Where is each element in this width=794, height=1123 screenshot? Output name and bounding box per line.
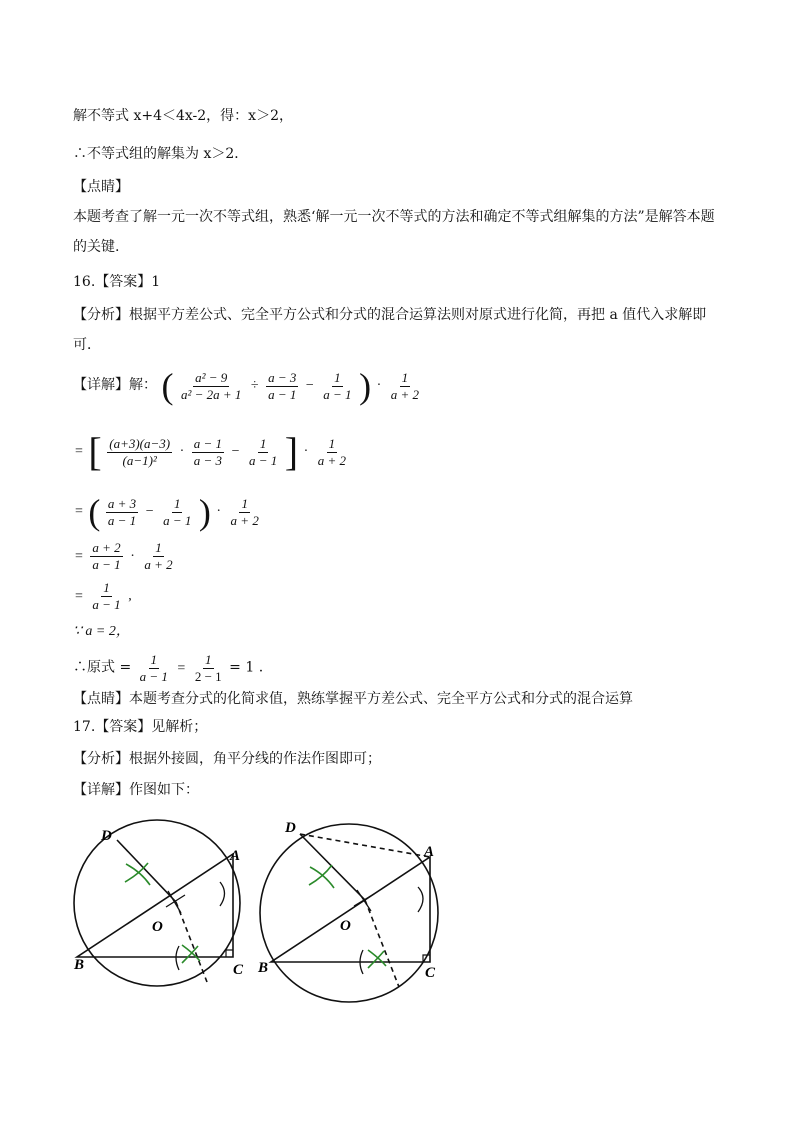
- circumcircle-left: [74, 820, 240, 986]
- frac2-den: a − 1: [268, 386, 297, 402]
- label-c-right: C: [425, 965, 436, 981]
- q16-analysis: 【分析】根据平方差公式、完全平方公式和分式的混合运算法则对原式进行化简，再把 a 值代入求解即可．: [73, 307, 707, 353]
- frac1-den: a² − 2a + 1: [180, 386, 242, 402]
- q16-step5: = $\frac{1}{a - 1}$ ,: [75, 580, 132, 612]
- q16-answer: 16.【答案】1: [73, 274, 161, 290]
- step5-den: a − 1: [92, 597, 121, 612]
- arc-right-right: [418, 887, 423, 912]
- result-f1-den: a − 1: [139, 669, 168, 684]
- q16-note: 【点睛】本题考查分式的化简求值，熟练掌握平方差公式、完全平方公式和分式的混合运算: [73, 691, 633, 707]
- label-b-left: B: [74, 957, 85, 973]
- step2-prod-num: (a+3)(a−3): [109, 435, 171, 451]
- q16-given: ∵ a = 2，: [73, 624, 130, 639]
- step2-f3-den: a − 1: [248, 452, 278, 468]
- result-f2-den: 2 − 1: [194, 669, 222, 684]
- solution-set: ∴不等式组的解集为 x＞2．: [73, 146, 249, 162]
- label-a-left: A: [230, 848, 241, 864]
- q17-detail: 【详解】作图如下：: [73, 782, 199, 798]
- circumcircle-right: [260, 824, 438, 1002]
- frac4-num: 1: [401, 369, 409, 385]
- step4-f1-den: a − 1: [92, 557, 121, 572]
- figure-left: [74, 820, 240, 986]
- q16-step2: = [ $\frac{(a+3)(a-3)}{\text{(a−1)²}}$ · $\frac{a - 1}{a - 3}$ − $\frac{1}{a - 1}$ ] · $\frac{1}{a + 2}$: [75, 429, 347, 474]
- result-label: ∴原式 =: [73, 659, 132, 676]
- note-text: 本题考查了解一元一次不等式组，熟悉‘解一元一次不等式的方法和确定不等式组解集的方法”是解答本题的关键.: [73, 209, 715, 255]
- label-o-left: O: [152, 919, 163, 935]
- result-f1-num: 1: [150, 652, 158, 667]
- triangle-abc-right: [271, 857, 430, 962]
- result-tail: = 1 .: [229, 659, 264, 676]
- frac3-den: a − 1: [323, 386, 352, 402]
- q16-step1: 【详解】解： ( $\frac{\text{a² − 9}}{\text{a² − 2a + 1}}$ ÷ $\frac{a - 3}{a - 1}$ − $\frac{1}{a - 1}$ ) · $\frac{1}{a + 2}$: [73, 366, 420, 406]
- frac3-num: 1: [334, 369, 341, 385]
- construction-figures: [0, 812, 794, 1042]
- triangle-abc-left: [77, 854, 233, 957]
- step5-num: 1: [103, 580, 110, 595]
- step2-f4-den: a + 2: [317, 452, 347, 468]
- label-d-right: D: [285, 820, 296, 836]
- inequality-solution: 解不等式 x+4＜4x-2，得：x＞2，: [73, 108, 293, 124]
- step3-f1-den: a − 1: [107, 512, 137, 528]
- step3-f2-num: 1: [173, 495, 181, 511]
- label-a-right: A: [424, 844, 435, 860]
- step3-f2-den: a − 1: [163, 512, 192, 528]
- arc-bottom-left: [176, 946, 179, 970]
- q17-analysis: 【分析】根据外接圆，角平分线的作法作图即可；: [73, 751, 381, 767]
- q17-answer: 17.【答案】见解析；: [73, 719, 208, 735]
- step3-f1-num: a + 3: [107, 495, 137, 511]
- green-arcs-right: [309, 865, 386, 968]
- label-d-left: D: [101, 828, 112, 844]
- bisector-dashed-left: [176, 902, 207, 982]
- result-f2-num: 1: [205, 652, 212, 667]
- label-c-left: C: [233, 962, 244, 978]
- step4-f1-num: a + 2: [92, 540, 121, 555]
- frac4-den: a + 2: [390, 386, 420, 402]
- q16-result: ∴原式 = $\frac{1}{a - 1}$ = $\frac{1}{2 - 1}$ = 1 .: [73, 652, 264, 684]
- q16-detail-label: 【详解】解：: [73, 377, 157, 394]
- bisector-dashed-right: [365, 900, 399, 987]
- step4-f2-den: a + 2: [144, 557, 173, 572]
- green-arcs-left: [125, 863, 200, 963]
- frac1-num: a² − 9: [195, 369, 228, 385]
- label-o-right: O: [340, 918, 351, 934]
- step2-f3-num: 1: [259, 435, 267, 451]
- step3-f3-num: 1: [241, 495, 248, 511]
- step2-sq-den: (a−1)²: [122, 452, 157, 468]
- center-mark-right: [354, 890, 374, 911]
- arc-right-left: [220, 882, 225, 906]
- step2-f2-num: a − 1: [193, 435, 223, 451]
- step3-f3-den: a + 2: [230, 512, 259, 528]
- q16-step4: = $\frac{a + 2}{a - 1}$ · $\frac{1}{a + 2}$: [75, 540, 173, 572]
- figure-right: [260, 824, 438, 1002]
- right-angle-mark-left: [226, 950, 233, 957]
- step2-f2-den: a − 3: [193, 452, 223, 468]
- step2-f4-num: 1: [328, 435, 336, 451]
- bisector-solid-left: [117, 840, 176, 902]
- frac2-num: a − 3: [268, 369, 297, 385]
- label-b-right: B: [258, 960, 269, 976]
- step4-f2-num: 1: [155, 540, 162, 555]
- q16-step3: = ( $\frac{a + 3}{a - 1}$ − $\frac{1}{a - 1}$ ) · $\frac{1}{a + 2}$: [75, 492, 259, 532]
- note-heading: 【点睛】: [73, 179, 129, 195]
